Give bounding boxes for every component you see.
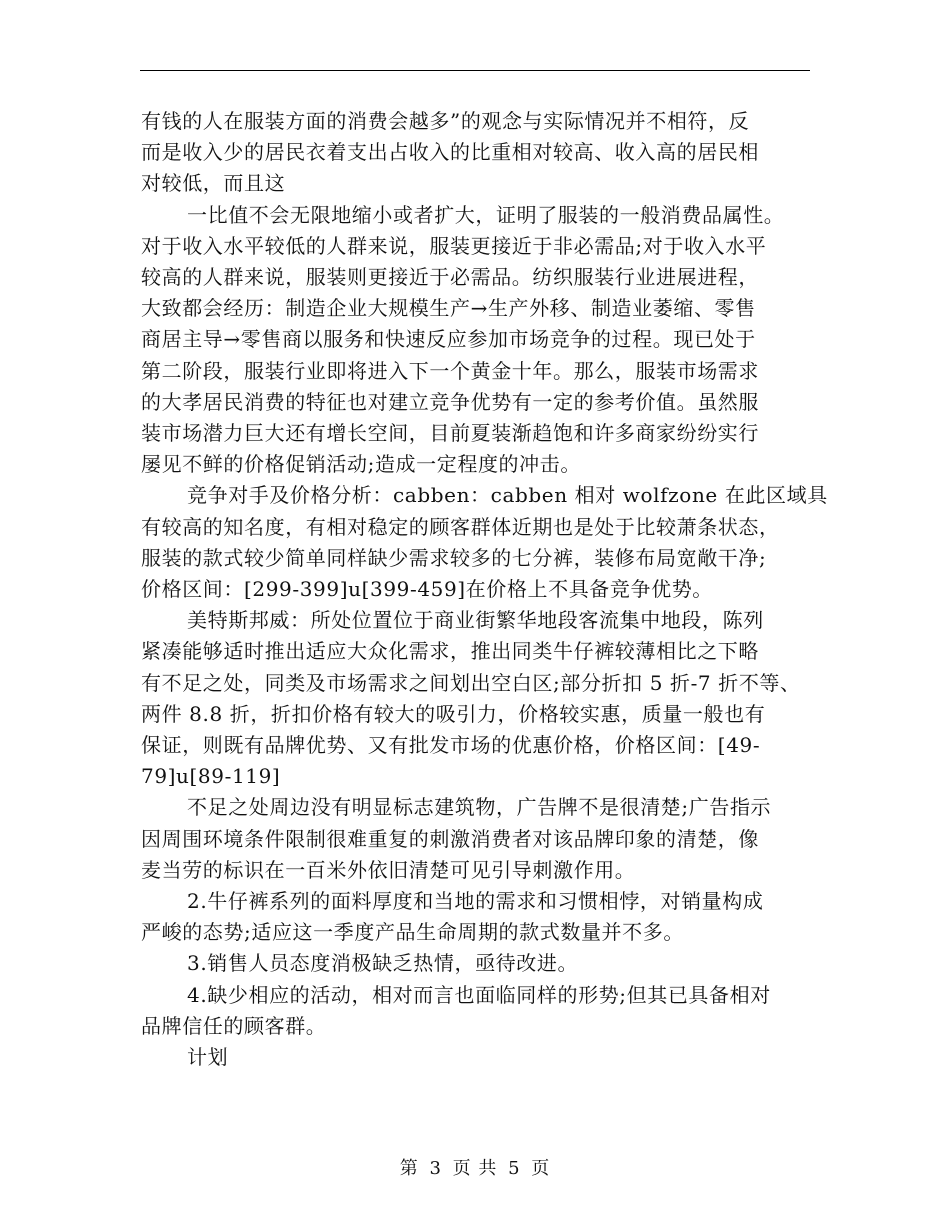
- text-line: 严峻的态势;适应这一季度产品生命周期的款式数量并不多。: [141, 920, 684, 945]
- text-line: 不足之处周边没有明显标志建筑物，广告牌不是很清楚;广告指示: [187, 795, 772, 820]
- text-line: 对于收入水平较低的人群来说，服装更接近于非必需品;对于收入水平: [141, 233, 767, 258]
- footer-total-pages: 5: [508, 1158, 521, 1179]
- text-line: 的大孝居民消费的特征也对建立竞争优势有一定的参考价值。虽然服: [141, 389, 759, 414]
- text-line: 2.牛仔裤系列的面料厚度和当地的需求和习惯相悖，对销量构成: [187, 889, 764, 914]
- text-line: 4.缺少相应的活动，相对而言也面临同样的形势;但其已具备相对: [187, 982, 771, 1007]
- footer-prefix: 第: [399, 1158, 419, 1179]
- text-line: 而是收入少的居民衣着支出占收入的比重相对较高、收入高的居民相: [141, 140, 759, 165]
- paragraph: [141, 106, 813, 200]
- text-line: 79]u[89-119]: [141, 764, 281, 789]
- text-line: 计划: [187, 1045, 229, 1070]
- text-line: 第二阶段，服装行业即将进入下一个黄金十年。那么，服装市场需求: [141, 358, 759, 383]
- paragraph: [141, 792, 813, 886]
- document-body: [141, 106, 828, 1073]
- text-line: 装市场潜力巨大还有增长空间，目前夏装渐趋饱和许多商家纷纷实行: [141, 421, 759, 446]
- text-line: 屡见不鲜的价格促销活动;造成一定程度的冲击。: [141, 452, 581, 477]
- text-line: 有较高的知名度，有相对稳定的顾客群体近期也是处于比较萧条状态，: [141, 514, 780, 539]
- text-line: 有不足之处，同类及市场需求之间划出空白区;部分折扣 5 折-7 折不等、: [141, 670, 801, 695]
- text-line: 服装的款式较少简单同样缺少需求较多的七分裤，装修布局宽敞干净;: [141, 545, 767, 570]
- paragraph: [141, 605, 813, 792]
- text-line: 价格区间：[299-399]u[399-459]在价格上不具备竞争优势。: [141, 577, 713, 602]
- text-line: 麦当劳的标识在一百米外依旧清楚可见引导刺激作用。: [141, 857, 636, 882]
- text-line: 紧凑能够适时推出适应大众化需求，推出同类牛仔裤较薄相比之下略: [141, 639, 759, 664]
- paragraph: [141, 980, 813, 1042]
- text-line: 3.销售人员态度消极缺乏热情，亟待改进。: [187, 951, 579, 976]
- header-rule: [140, 70, 810, 71]
- paragraph: [141, 200, 813, 481]
- text-line: 两件 8.8 折，折扣价格有较大的吸引力，价格较实惠，质量一般也有: [141, 701, 766, 726]
- text-line: 有钱的人在服装方面的消费会越多”的观念与实际情况并不相符，反: [141, 109, 750, 133]
- text-line: 美特斯邦威：所处位置位于商业街繁华地段客流集中地段，陈列: [187, 608, 764, 633]
- paragraph: [141, 886, 813, 948]
- footer-suffix: 页: [531, 1158, 551, 1179]
- text-line: 大致都会经历：制造企业大规模生产→生产外移、制造业萎缩、零售: [141, 296, 756, 321]
- text-line: 较高的人群来说，服装则更接近于必需品。纺织服装行业进展进程，: [141, 265, 759, 290]
- paragraph: [141, 948, 813, 979]
- text-line: 竞争对手及价格分析：cabben：cabben 相对 wolfzone 在此区域具: [187, 483, 828, 508]
- text-line: 对较低，而且这: [141, 171, 286, 196]
- text-line: 商居主导→零售商以服务和快速反应参加市场竞争的过程。现已处于: [141, 327, 756, 352]
- footer-current-page: 3: [429, 1158, 442, 1179]
- paragraph: [141, 1042, 813, 1073]
- text-line: 保证，则既有品牌优势、又有批发市场的优惠价格，价格区间：[49-: [141, 733, 761, 758]
- paragraph: [141, 480, 828, 605]
- footer-middle: 页 共: [452, 1158, 498, 1179]
- text-line: 品牌信任的顾客群。: [141, 1013, 327, 1038]
- text-line: 因周围环境条件限制很难重复的刺激消费者对该品牌印象的清楚，像: [141, 826, 759, 851]
- page-footer: [0, 1154, 950, 1180]
- text-line: 一比值不会无限地缩小或者扩大，证明了服装的一般消费品属性。: [187, 202, 785, 227]
